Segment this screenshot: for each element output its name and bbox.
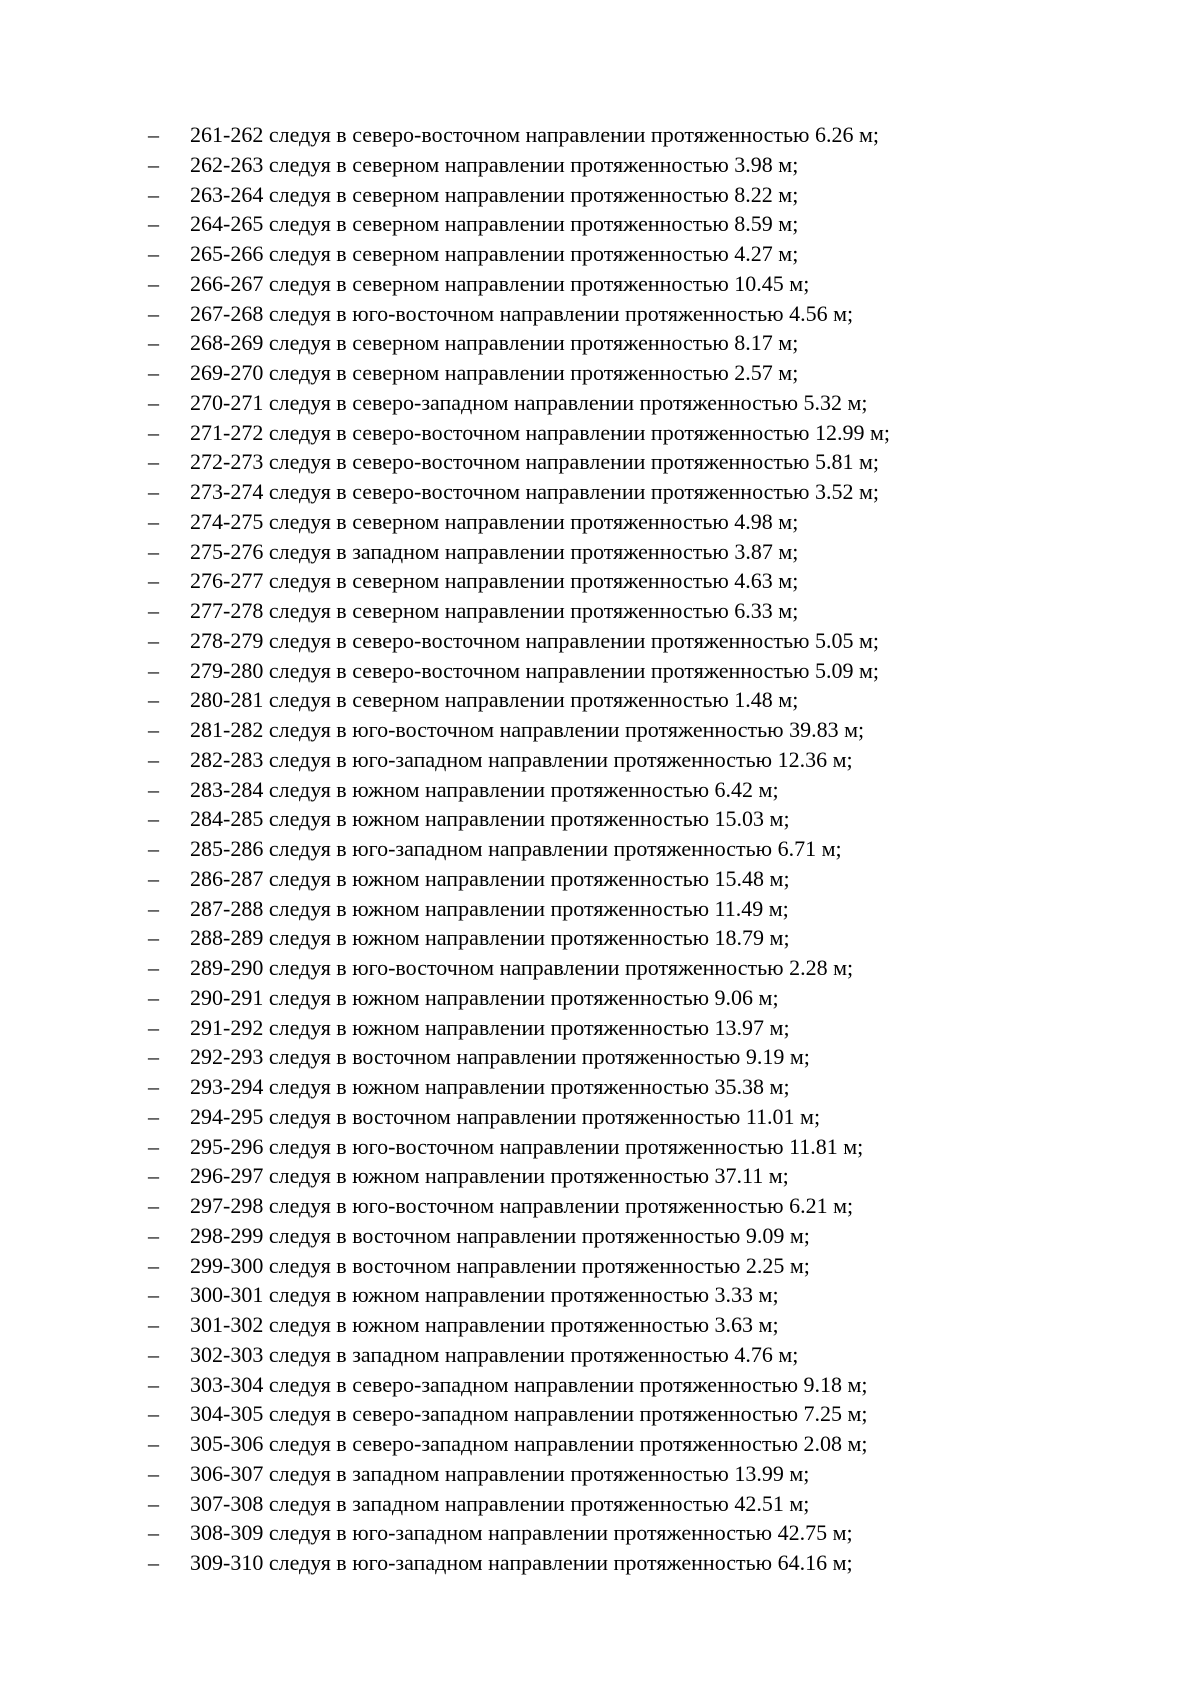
list-item-text: 263-264 следуя в северном направлении протяженностью 8.22 м; xyxy=(190,181,799,207)
list-dash: – xyxy=(148,151,159,177)
list-item xyxy=(148,685,890,715)
list-item-text: 269-270 следуя в северном направлении протяженностью 2.57 м; xyxy=(190,360,799,385)
list-item xyxy=(148,775,890,805)
list-item-text: 288-289 следуя в южном направлении протяженностью 18.79 м; xyxy=(190,925,790,951)
list-dash: – xyxy=(148,1341,159,1367)
list-dash: – xyxy=(148,746,159,772)
list-item xyxy=(148,1191,890,1221)
list-item xyxy=(148,1429,890,1459)
list-dash: – xyxy=(148,1490,159,1516)
list-item-text: 283-284 следуя в южном направлении протяженностью 6.42 м; xyxy=(190,776,779,802)
list-item xyxy=(148,239,890,269)
list-item-text: 299-300 следуя в восточном направлении протяженностью 2.25 м; xyxy=(190,1252,810,1278)
list-item-text: 295-296 следуя в юго-восточном направлении протяженностью 11.81 м; xyxy=(190,1133,864,1159)
list-item xyxy=(148,745,890,775)
list-dash: – xyxy=(148,717,159,742)
list-item-text: 296-297 следуя в южном направлении протяженностью 37.11 м; xyxy=(190,1163,789,1189)
list-item xyxy=(148,1042,890,1072)
list-dash: – xyxy=(148,300,159,326)
list-item-text: 277-278 следуя в северном направлении протяженностью 6.33 м; xyxy=(190,598,799,623)
list-dash: – xyxy=(148,330,159,356)
list-item-text: 268-269 следуя в северном направлении протяженностью 8.17 м; xyxy=(190,330,799,356)
list-item xyxy=(148,150,890,180)
list-item-text: 278-279 следуя в северо-восточном направлении протяженностью 5.05 м; xyxy=(190,627,880,653)
list-item xyxy=(148,656,890,686)
list-dash: – xyxy=(148,479,159,504)
list-dash: – xyxy=(148,1371,159,1397)
list-dash: – xyxy=(148,122,159,147)
list-dash: – xyxy=(148,508,159,534)
list-item-text: 287-288 следуя в южном направлении протяженностью 11.49 м; xyxy=(190,895,789,921)
list-item xyxy=(148,388,890,418)
list-item-text: 304-305 следуя в северо-западном направлении протяженностью 7.25 м; xyxy=(190,1401,868,1427)
list-dash: – xyxy=(148,955,159,980)
list-item xyxy=(148,209,890,239)
list-dash: – xyxy=(148,1163,159,1189)
list-dash: – xyxy=(148,1103,159,1129)
list-item xyxy=(148,1072,890,1102)
list-item-text: 279-280 следуя в северо-восточном направлении протяженностью 5.09 м; xyxy=(190,657,880,683)
list-dash: – xyxy=(148,627,159,653)
list-item-text: 266-267 следуя в северном направлении протяженностью 10.45 м; xyxy=(190,270,810,296)
list-item xyxy=(148,1370,890,1400)
list-item-text: 262-263 следуя в северном направлении протяженностью 3.98 м; xyxy=(190,151,799,177)
list-dash: – xyxy=(148,538,159,564)
list-dash: – xyxy=(148,657,159,683)
list-dash: – xyxy=(148,1133,159,1159)
list-item-text: 282-283 следуя в юго-западном направлении протяженностью 12.36 м; xyxy=(190,746,853,772)
list-item-text: 273-274 следуя в северо-восточном направлении протяженностью 3.52 м; xyxy=(190,479,880,504)
list-item-text: 281-282 следуя в юго-восточном направлении протяженностью 39.83 м; xyxy=(190,717,865,742)
list-item-text: 284-285 следуя в южном направлении протяженностью 15.03 м; xyxy=(190,806,790,832)
list-item xyxy=(148,120,890,150)
list-item xyxy=(148,358,890,388)
list-item xyxy=(148,1221,890,1251)
list-dash: – xyxy=(148,270,159,296)
list-item xyxy=(148,715,890,745)
list-dash: – xyxy=(148,419,159,445)
list-item-text: 306-307 следуя в западном направлении протяженностью 13.99 м; xyxy=(190,1460,810,1486)
list-item-text: 274-275 следуя в северном направлении протяженностью 4.98 м; xyxy=(190,508,799,534)
list-item-text: 289-290 следуя в юго-восточном направлении протяженностью 2.28 м; xyxy=(190,955,854,980)
list-item xyxy=(148,1013,890,1043)
list-dash: – xyxy=(148,1222,159,1248)
list-dash: – xyxy=(148,389,159,415)
list-item-text: 303-304 следуя в северо-западном направлении протяженностью 9.18 м; xyxy=(190,1371,868,1397)
list-item-text: 264-265 следуя в северном направлении протяженностью 8.59 м; xyxy=(190,211,799,237)
list-dash: – xyxy=(148,776,159,802)
list-item xyxy=(148,477,890,507)
list-item-text: 270-271 следуя в северо-западном направлении протяженностью 5.32 м; xyxy=(190,389,868,415)
list-dash: – xyxy=(148,181,159,207)
list-dash: – xyxy=(148,895,159,921)
list-item-text: 275-276 следуя в западном направлении протяженностью 3.87 м; xyxy=(190,538,799,564)
list-item-text: 293-294 следуя в южном направлении протяженностью 35.38 м; xyxy=(190,1074,790,1099)
list-dash: – xyxy=(148,1520,159,1546)
list-item-text: 265-266 следуя в северном направлении протяженностью 4.27 м; xyxy=(190,241,799,266)
list-item xyxy=(148,269,890,299)
list-dash: – xyxy=(148,806,159,832)
list-item xyxy=(148,834,890,864)
list-item-text: 300-301 следуя в южном направлении протяженностью 3.33 м; xyxy=(190,1282,779,1308)
list-item-text: 290-291 следуя в южном направлении протяженностью 9.06 м; xyxy=(190,984,779,1010)
list-item-text: 285-286 следуя в юго-западном направлении протяженностью 6.71 м; xyxy=(190,836,842,861)
boundary-segment-list xyxy=(148,120,890,1578)
list-dash: – xyxy=(148,925,159,951)
list-dash: – xyxy=(148,1252,159,1278)
list-dash: – xyxy=(148,568,159,594)
list-item-text: 272-273 следуя в северо-восточном направлении протяженностью 5.81 м; xyxy=(190,449,880,475)
list-item-text: 302-303 следуя в западном направлении протяженностью 4.76 м; xyxy=(190,1341,799,1367)
list-item xyxy=(148,1489,890,1519)
list-dash: – xyxy=(148,1044,159,1070)
list-item xyxy=(148,418,890,448)
list-item xyxy=(148,923,890,953)
list-item-text: 280-281 следуя в северном направлении протяженностью 1.48 м; xyxy=(190,687,799,713)
list-item-text: 305-306 следуя в северо-западном направлении протяженностью 2.08 м; xyxy=(190,1431,868,1456)
list-item-text: 292-293 следуя в восточном направлении протяженностью 9.19 м; xyxy=(190,1044,810,1070)
list-item-text: 286-287 следуя в южном направлении протяженностью 15.48 м; xyxy=(190,865,790,891)
list-dash: – xyxy=(148,449,159,475)
list-dash: – xyxy=(148,598,159,623)
list-dash: – xyxy=(148,687,159,713)
list-item xyxy=(148,1102,890,1132)
list-dash: – xyxy=(148,1193,159,1218)
list-item-text: 267-268 следуя в юго-восточном направлении протяженностью 4.56 м; xyxy=(190,300,854,326)
list-item xyxy=(148,1399,890,1429)
list-dash: – xyxy=(148,865,159,891)
list-item xyxy=(148,507,890,537)
list-item xyxy=(148,983,890,1013)
list-dash: – xyxy=(148,1312,159,1337)
list-item xyxy=(148,864,890,894)
list-dash: – xyxy=(148,836,159,861)
list-item xyxy=(148,299,890,329)
list-dash: – xyxy=(148,1401,159,1427)
list-item xyxy=(148,1161,890,1191)
list-item xyxy=(148,537,890,567)
list-dash: – xyxy=(148,1074,159,1099)
list-item xyxy=(148,804,890,834)
list-dash: – xyxy=(148,1282,159,1308)
list-item-text: 301-302 следуя в южном направлении протяженностью 3.63 м; xyxy=(190,1312,779,1337)
list-item xyxy=(148,894,890,924)
list-item-text: 297-298 следуя в юго-восточном направлении протяженностью 6.21 м; xyxy=(190,1193,854,1218)
list-item xyxy=(148,1548,890,1578)
list-dash: – xyxy=(148,1460,159,1486)
list-item xyxy=(148,1459,890,1489)
list-dash: – xyxy=(148,1014,159,1040)
list-dash: – xyxy=(148,1550,159,1575)
list-dash: – xyxy=(148,211,159,237)
list-item-text: 261-262 следуя в северо-восточном направлении протяженностью 6.26 м; xyxy=(190,122,880,147)
list-item xyxy=(148,1280,890,1310)
list-item xyxy=(148,566,890,596)
list-item xyxy=(148,1518,890,1548)
list-dash: – xyxy=(148,360,159,385)
list-dash: – xyxy=(148,1431,159,1456)
list-item xyxy=(148,1251,890,1281)
list-item xyxy=(148,180,890,210)
list-item xyxy=(148,447,890,477)
list-item-text: 271-272 следуя в северо-восточном направлении протяженностью 12.99 м; xyxy=(190,419,891,445)
list-item xyxy=(148,596,890,626)
list-item-text: 276-277 следуя в северном направлении протяженностью 4.63 м; xyxy=(190,568,799,594)
list-item-text: 309-310 следуя в юго-западном направлении протяженностью 64.16 м; xyxy=(190,1550,853,1575)
list-item xyxy=(148,1310,890,1340)
list-dash: – xyxy=(148,984,159,1010)
list-dash: – xyxy=(148,241,159,266)
list-item xyxy=(148,1340,890,1370)
list-item-text: 291-292 следуя в южном направлении протяженностью 13.97 м; xyxy=(190,1014,790,1040)
list-item-text: 294-295 следуя в восточном направлении протяженностью 11.01 м; xyxy=(190,1103,821,1129)
list-item-text: 298-299 следуя в восточном направлении протяженностью 9.09 м; xyxy=(190,1222,810,1248)
list-item xyxy=(148,953,890,983)
list-item xyxy=(148,1132,890,1162)
list-item xyxy=(148,328,890,358)
list-item-text: 308-309 следуя в юго-западном направлении протяженностью 42.75 м; xyxy=(190,1520,853,1546)
list-item xyxy=(148,626,890,656)
list-item-text: 307-308 следуя в западном направлении протяженностью 42.51 м; xyxy=(190,1490,810,1516)
